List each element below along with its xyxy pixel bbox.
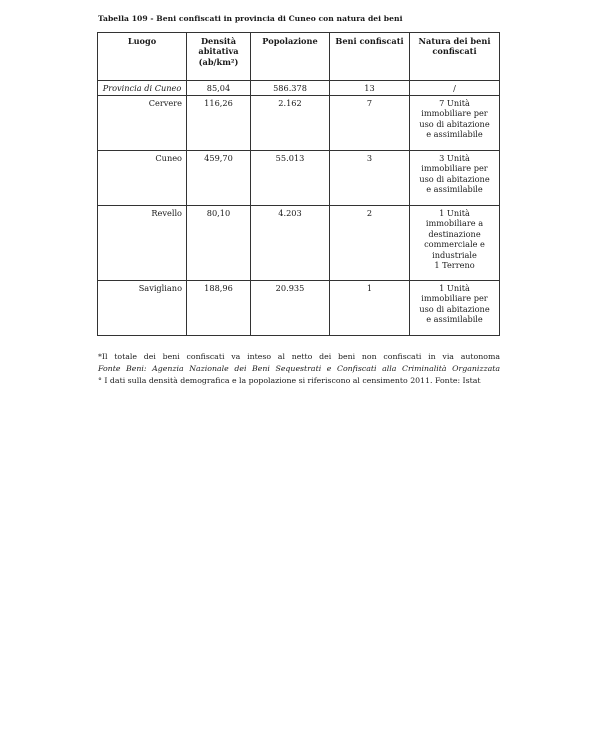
cell-beni: 3	[330, 151, 410, 206]
cell-luogo: Provincia di Cuneo	[98, 81, 187, 96]
cell-densita: 80,10	[187, 206, 251, 281]
cell-popolazione: 20.935	[251, 281, 330, 336]
cell-densita: 85,04	[187, 81, 251, 96]
cell-popolazione: 2.162	[251, 96, 330, 151]
cell-popolazione: 55.013	[251, 151, 330, 206]
header-beni-confiscati: Beni confiscati	[330, 33, 410, 81]
confiscated-assets-table	[97, 32, 500, 336]
note-census: ° I dati sulla densità demografica e la popolazione si riferiscono al censimento 2011. Fonte: Istat	[98, 376, 481, 385]
cell-natura: 1 Unità immobiliare per uso di abitazione e assimilabile	[410, 281, 500, 336]
table-row	[98, 96, 500, 151]
cell-luogo: Cuneo	[98, 151, 187, 206]
cell-luogo: Savigliano	[98, 281, 187, 336]
cell-popolazione: 4.203	[251, 206, 330, 281]
table-notes	[98, 351, 500, 387]
cell-beni: 1	[330, 281, 410, 336]
cell-popolazione: 586.378	[251, 81, 330, 96]
header-natura-beni: Natura dei beni confiscati	[410, 33, 500, 81]
header-densita: Densità abitativa (ab/km²)	[187, 33, 251, 81]
cell-beni: 7	[330, 96, 410, 151]
cell-natura: /	[410, 81, 500, 96]
cell-densita: 459,70	[187, 151, 251, 206]
cell-natura: 7 Unità immobiliare per uso di abitazione e assimilabile	[410, 96, 500, 151]
table-header-row	[98, 33, 500, 81]
table-row	[98, 281, 500, 336]
note-source: Fonte Beni: Agenzia Nazionale dei Beni Sequestrati e Confiscati alla Criminalità Organizzata	[98, 364, 500, 373]
cell-natura: 3 Unità immobiliare per uso di abitazione e assimilabile	[410, 151, 500, 206]
cell-luogo: Revello	[98, 206, 187, 281]
header-luogo: Luogo	[98, 33, 187, 81]
note-total: *Il totale dei beni confiscati va inteso al netto dei beni non confiscati in via autonoma	[98, 352, 500, 361]
cell-luogo: Cervere	[98, 96, 187, 151]
cell-densita: 188,96	[187, 281, 251, 336]
cell-natura: 1 Unità immobiliare a destinazione commerciale e industriale 1 Terreno	[410, 206, 500, 281]
table-row	[98, 206, 500, 281]
cell-densita: 116,26	[187, 96, 251, 151]
table-caption: Tabella 109 - Beni confiscati in provincia di Cuneo con natura dei beni	[98, 14, 403, 23]
cell-beni: 13	[330, 81, 410, 96]
table-row	[98, 81, 500, 96]
header-popolazione: Popolazione	[251, 33, 330, 81]
table-row	[98, 151, 500, 206]
cell-beni: 2	[330, 206, 410, 281]
